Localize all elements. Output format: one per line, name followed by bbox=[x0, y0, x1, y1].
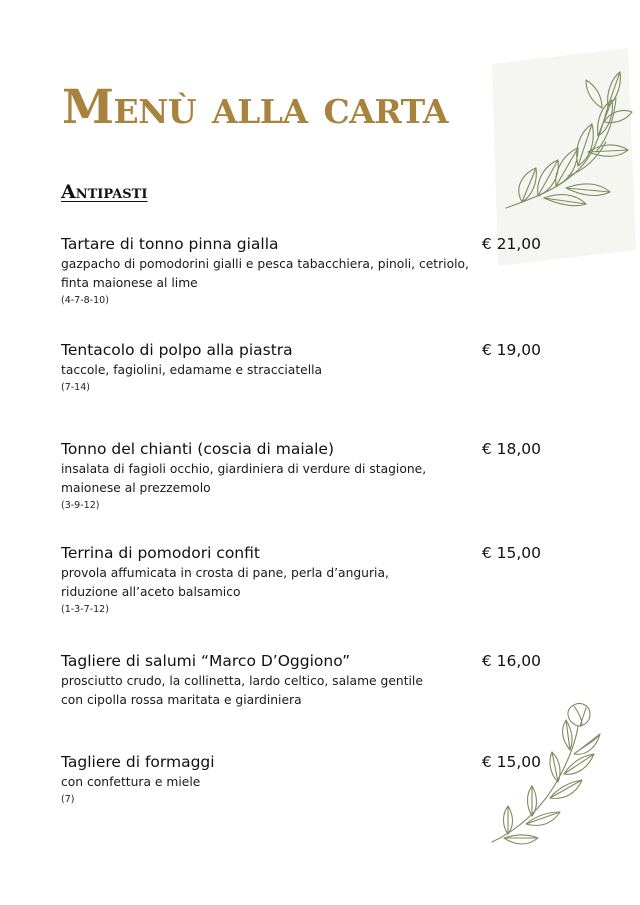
dish-description-line: finta maionese al lime bbox=[61, 276, 198, 290]
dish-description-line: provola affumicata in crosta di pane, perla d’anguria, bbox=[61, 566, 389, 580]
dish-allergens: (7-14) bbox=[61, 382, 90, 393]
dish-description bbox=[61, 564, 481, 618]
section-title-antipasti: Antipasti bbox=[61, 181, 148, 203]
dish-price: € 16,00 bbox=[481, 652, 541, 670]
dish-allergens: (7) bbox=[61, 794, 75, 805]
dish-description-line: taccole, fagiolini, edamame e stracciatella bbox=[61, 363, 323, 377]
dish-description-line: prosciutto crudo, la collinetta, lardo celtico, salame gentile bbox=[61, 674, 423, 688]
dish-description-line: maionese al prezzemolo bbox=[61, 481, 211, 495]
dish-allergens: (3-9-12) bbox=[61, 500, 100, 511]
dish-description bbox=[61, 361, 481, 396]
dish-price: € 15,00 bbox=[481, 753, 541, 771]
dish-description-line: insalata di fagioli occhio, giardiniera di verdure di stagione, bbox=[61, 462, 427, 476]
dish-name: Terrina di pomodori confit bbox=[61, 544, 260, 562]
dish-description-line: riduzione all’aceto balsamico bbox=[61, 585, 241, 599]
dish-price: € 19,00 bbox=[481, 341, 541, 359]
dish-description bbox=[61, 672, 481, 710]
dish-description-line: con cipolla rossa maritata e giardiniera bbox=[61, 693, 302, 707]
dish-price: € 15,00 bbox=[481, 544, 541, 562]
dish-allergens: (1-3-7-12) bbox=[61, 604, 109, 615]
page-title: Menù alla carta bbox=[62, 80, 449, 135]
dish-description-line: gazpacho di pomodorini gialli e pesca tabacchiera, pinoli, cetriolo, bbox=[61, 257, 469, 271]
dish-description bbox=[61, 460, 481, 514]
dish-name: Tonno del chianti (coscia di maiale) bbox=[61, 440, 335, 458]
dish-price: € 21,00 bbox=[481, 235, 541, 253]
dish-name: Tentacolo di polpo alla piastra bbox=[61, 341, 293, 359]
dish-description bbox=[61, 773, 481, 808]
dish-name: Tagliere di formaggi bbox=[61, 753, 215, 771]
dish-name: Tagliere di salumi “Marco D’Oggiono” bbox=[61, 652, 351, 670]
dish-description-line: con confettura e miele bbox=[61, 775, 201, 789]
dish-price: € 18,00 bbox=[481, 440, 541, 458]
dish-description bbox=[61, 255, 481, 309]
dish-allergens: (4-7-8-10) bbox=[61, 295, 109, 306]
dish-name: Tartare di tonno pinna gialla bbox=[61, 235, 279, 253]
flower-bud-branch-icon bbox=[486, 700, 616, 850]
